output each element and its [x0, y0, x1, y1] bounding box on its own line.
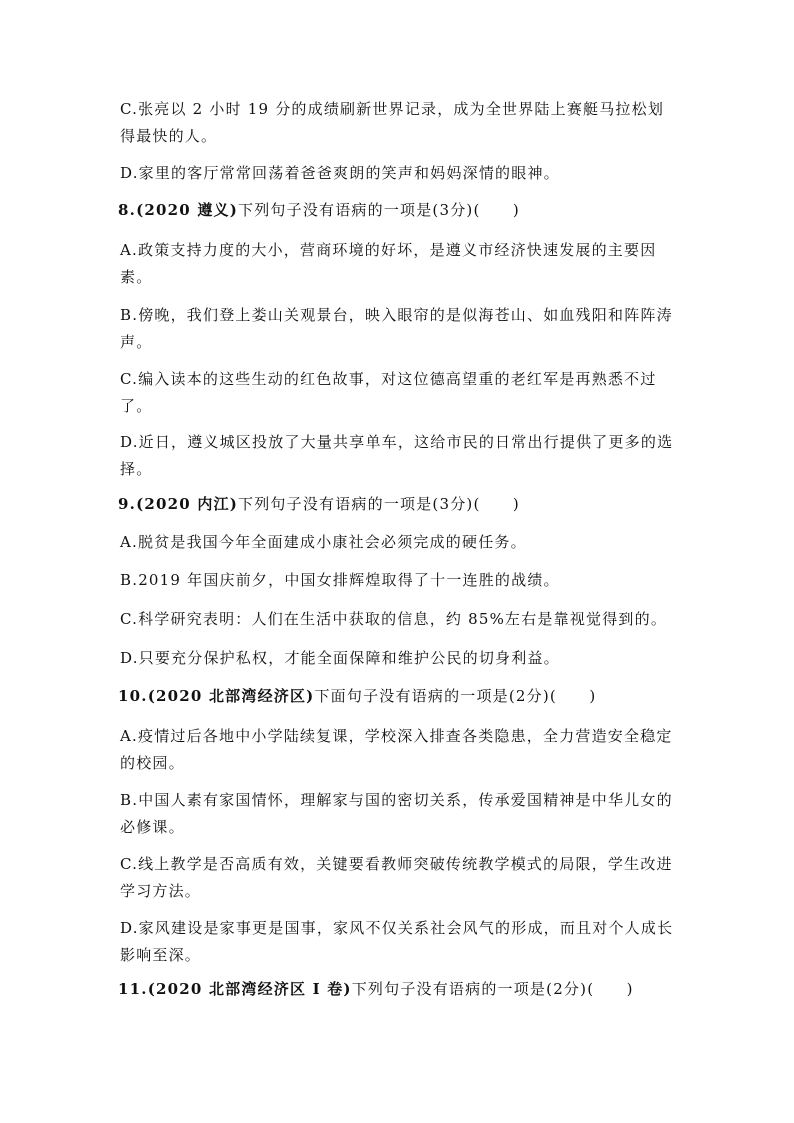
q8-header	[118, 199, 678, 221]
q10-answer-blank: ( )	[549, 687, 597, 705]
q9-answer-blank: ( )	[473, 495, 520, 513]
q9-header	[118, 493, 678, 515]
q10-number: 10.	[118, 687, 148, 705]
q9-number: 9.	[118, 495, 137, 513]
q9-option-d: D.只要充分保护私权，才能全面保障和维护公民的切身利益。	[120, 649, 560, 667]
q10-option-c: C.线上教学是否高质有效，关键要看教师突破传统教学模式的局限，学生改进学习方法。	[120, 855, 673, 900]
q11-source: (2020 北部湾经济区 I 卷)	[147, 980, 352, 998]
q11-answer-blank: ( )	[587, 980, 634, 998]
q11-stem: 下列句子没有语病的一项是(2分)	[351, 980, 588, 998]
q8-source: (2020 遵义)	[136, 201, 239, 219]
q8-option-a: A.政策支持力度的大小，营商环境的好坏，是遵义市经济快速发展的主要因素。	[120, 241, 657, 286]
q7-option-d: D.家里的客厅常常回荡着爸爸爽朗的笑声和妈妈深情的眼神。	[120, 164, 560, 182]
q10-header	[118, 685, 678, 707]
q9-stem: 下列句子没有语病的一项是(3分)	[238, 495, 474, 513]
q8-option-c: C.编入读本的这些生动的红色故事，对这位德高望重的老红军是再熟悉不过了。	[120, 370, 657, 415]
q8-option-b: B.傍晚，我们登上娄山关观景台，映入眼帘的是似海苍山、如血残阳和阵阵涛声。	[120, 306, 673, 351]
q9-option-a: A.脱贫是我国今年全面建成小康社会必须完成的硬任务。	[120, 533, 527, 551]
q8-number: 8.	[118, 201, 137, 219]
q8-answer-blank: ( )	[473, 201, 520, 219]
q10-source: (2020 北部湾经济区)	[147, 687, 315, 705]
q10-option-b: B.中国人素有家国情怀，理解家与国的密切关系，传承爱国精神是中华儿女的必修课。	[120, 791, 673, 836]
q9-option-c: C.科学研究表明：人们在生活中获取的信息，约 85%左右是靠视觉得到的。	[120, 610, 668, 628]
q11-header	[118, 978, 678, 1000]
q8-stem: 下列句子没有语病的一项是(3分)	[238, 201, 474, 219]
q10-stem: 下面句子没有语病的一项是(2分)	[314, 687, 550, 705]
q7-option-c: C.张亮以 2 小时 19 分的成绩刷新世界记录，成为全世界陆上赛艇马拉松划得最快的人。	[120, 100, 665, 145]
q10-option-a: A.疫情过后各地中小学陆续复课，学校深入排查各类隐患，全力营造安全稳定的校园。	[120, 727, 673, 772]
q9-source: (2020 内江)	[136, 495, 239, 513]
q10-option-d: D.家风建设是家事更是国事，家风不仅关系社会风气的形成，而且对个人成长影响至深。	[120, 919, 674, 964]
q11-number: 11.	[118, 980, 148, 998]
q9-option-b: B.2019 年国庆前夕，中国女排辉煌取得了十一连胜的战绩。	[120, 571, 560, 589]
q8-option-d: D.近日，遵义城区投放了大量共享单车，这给市民的日常出行提供了更多的选择。	[120, 433, 674, 478]
